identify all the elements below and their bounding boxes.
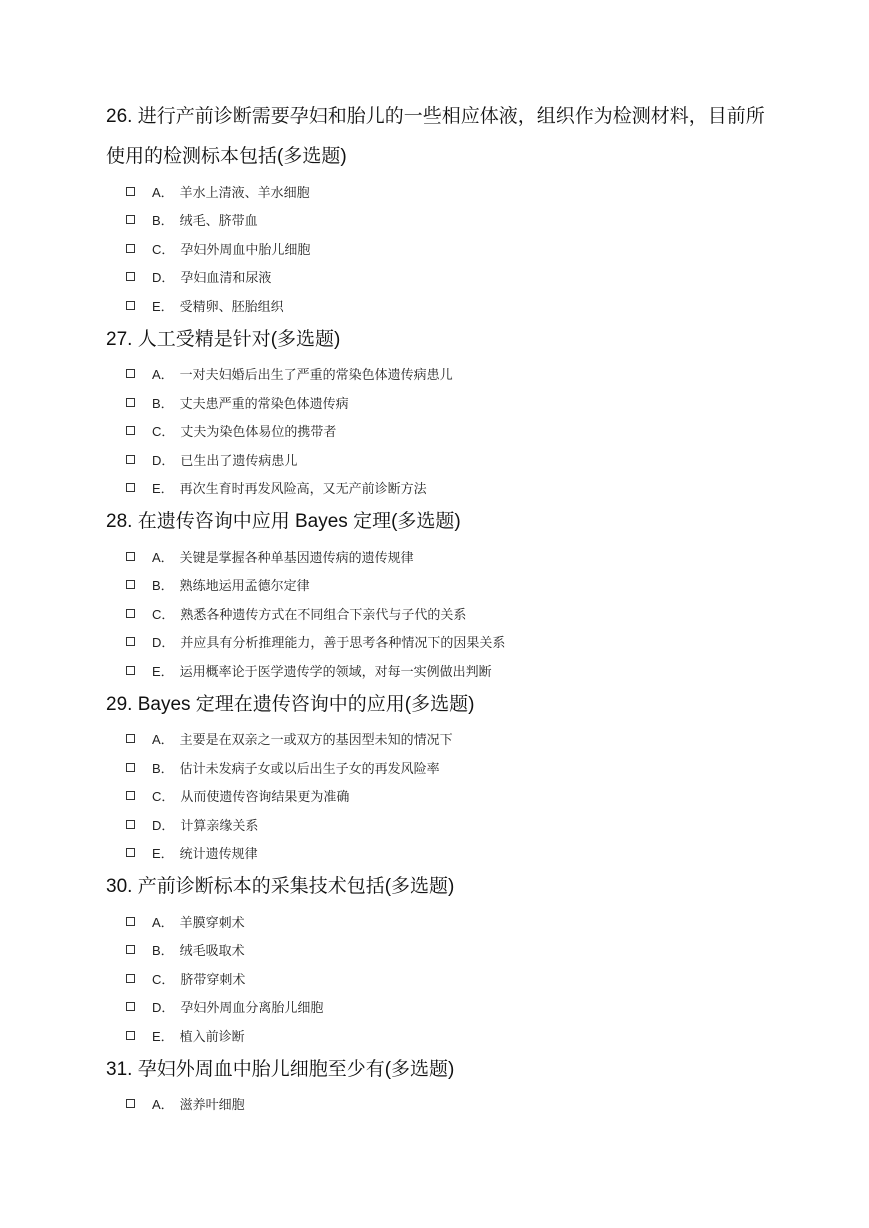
option-b[interactable] bbox=[0, 753, 869, 782]
question-text: 人工受精是针对(多选题) bbox=[137, 328, 341, 350]
option-text: 统计遗传规律 bbox=[179, 847, 258, 863]
option-text: 滋养叶细胞 bbox=[179, 1098, 245, 1114]
option-e[interactable] bbox=[0, 474, 869, 503]
option-d[interactable] bbox=[0, 263, 869, 292]
option-text: 主要是在双亲之一或双方的基因型未知的情况下 bbox=[179, 733, 453, 749]
checkbox-icon[interactable] bbox=[126, 215, 135, 224]
checkbox-icon[interactable] bbox=[126, 272, 135, 281]
option-text: 羊水上清液、羊水细胞 bbox=[179, 185, 310, 201]
option-letter: D． bbox=[152, 270, 175, 286]
checkbox-icon[interactable] bbox=[126, 1031, 135, 1040]
checkbox-icon[interactable] bbox=[126, 580, 135, 589]
option-text: 孕妇血清和尿液 bbox=[180, 271, 272, 287]
checkbox-icon[interactable] bbox=[126, 1099, 135, 1108]
option-b[interactable] bbox=[0, 936, 869, 965]
option-text: 再次生育时再发风险高，又无产前诊断方法 bbox=[179, 482, 427, 498]
option-text: 并应具有分析推理能力，善于思考各种情况下的因果关系 bbox=[180, 636, 506, 652]
option-text: 关键是掌握各种单基因遗传病的遗传规律 bbox=[179, 550, 414, 566]
option-letter: A． bbox=[152, 367, 174, 383]
option-letter: B． bbox=[152, 395, 174, 411]
option-text: 从而使遗传咨询结果更为准确 bbox=[180, 790, 350, 806]
question-text: 孕妇外周血中胎儿细胞至少有(多选题) bbox=[137, 1058, 455, 1080]
question-title bbox=[0, 97, 776, 177]
checkbox-icon[interactable] bbox=[126, 483, 135, 492]
question-number: 28. bbox=[106, 511, 133, 532]
option-letter: B． bbox=[152, 760, 174, 776]
checkbox-icon[interactable] bbox=[126, 734, 135, 743]
option-text: 熟悉各种遗传方式在不同组合下亲代与子代的关系 bbox=[180, 607, 467, 623]
option-letter: C． bbox=[152, 789, 175, 805]
top-margin bbox=[0, 0, 869, 97]
option-text: 绒毛、脐带血 bbox=[179, 214, 258, 230]
option-a[interactable] bbox=[0, 360, 869, 389]
option-letter: D． bbox=[152, 452, 175, 468]
checkbox-icon[interactable] bbox=[126, 609, 135, 618]
option-letter: A． bbox=[152, 914, 174, 930]
option-letter: D． bbox=[152, 1000, 175, 1016]
question-number: 31. bbox=[106, 1058, 133, 1080]
option-letter: D． bbox=[152, 635, 175, 651]
question-text: Bayes 定理在遗传咨询中的应用(多选题) bbox=[137, 693, 475, 715]
option-text: 估计未发病子女或以后出生子女的再发风险率 bbox=[179, 761, 440, 777]
option-letter: C． bbox=[152, 606, 175, 622]
option-letter: A． bbox=[152, 549, 174, 565]
option-d[interactable] bbox=[0, 628, 869, 657]
option-c[interactable] bbox=[0, 234, 869, 263]
option-list bbox=[0, 725, 869, 868]
option-letter: D． bbox=[152, 817, 175, 833]
option-letter: C． bbox=[152, 424, 175, 440]
option-list bbox=[0, 907, 869, 1050]
option-c[interactable] bbox=[0, 599, 869, 628]
checkbox-icon[interactable] bbox=[126, 426, 135, 435]
checkbox-icon[interactable] bbox=[126, 666, 135, 675]
option-text: 一对夫妇婚后出生了严重的常染色体遗传病患儿 bbox=[179, 368, 453, 384]
question-number: 27. bbox=[106, 328, 133, 350]
question-title bbox=[0, 502, 776, 542]
checkbox-icon[interactable] bbox=[126, 945, 135, 954]
option-text: 运用概率论于医学遗传学的领域，对每一实例做出判断 bbox=[179, 664, 492, 680]
checkbox-icon[interactable] bbox=[126, 974, 135, 983]
option-d[interactable] bbox=[0, 445, 869, 474]
option-b[interactable] bbox=[0, 388, 869, 417]
option-letter: E． bbox=[152, 481, 174, 497]
option-a[interactable] bbox=[0, 542, 869, 571]
option-list bbox=[0, 542, 869, 685]
option-e[interactable] bbox=[0, 1021, 869, 1050]
option-letter: E． bbox=[152, 298, 174, 314]
option-letter: A． bbox=[152, 1097, 174, 1113]
checkbox-icon[interactable] bbox=[126, 763, 135, 772]
question-title bbox=[0, 867, 776, 907]
option-letter: C． bbox=[152, 241, 175, 257]
question-28 bbox=[0, 502, 869, 685]
option-e[interactable] bbox=[0, 839, 869, 868]
option-letter: C． bbox=[152, 971, 175, 987]
option-a[interactable] bbox=[0, 725, 869, 754]
question-text: 产前诊断标本的采集技术包括(多选题) bbox=[137, 876, 455, 897]
option-letter: E． bbox=[152, 846, 174, 862]
checkbox-icon[interactable] bbox=[126, 369, 135, 378]
option-c[interactable] bbox=[0, 417, 869, 446]
option-b[interactable] bbox=[0, 206, 869, 235]
option-letter: A． bbox=[152, 732, 174, 748]
question-27 bbox=[0, 320, 869, 503]
option-c[interactable] bbox=[0, 782, 869, 811]
checkbox-icon[interactable] bbox=[126, 1002, 135, 1011]
option-a[interactable] bbox=[0, 1090, 869, 1119]
option-text: 脐带穿刺术 bbox=[180, 972, 246, 988]
checkbox-icon[interactable] bbox=[126, 455, 135, 464]
option-letter: B． bbox=[152, 578, 174, 594]
option-d[interactable] bbox=[0, 993, 869, 1022]
option-text: 植入前诊断 bbox=[179, 1029, 245, 1045]
option-list bbox=[0, 360, 869, 503]
option-a[interactable] bbox=[0, 177, 869, 206]
checkbox-icon[interactable] bbox=[126, 791, 135, 800]
question-title bbox=[0, 1050, 776, 1090]
option-list bbox=[0, 177, 869, 320]
checkbox-icon[interactable] bbox=[126, 398, 135, 407]
question-30 bbox=[0, 867, 869, 1050]
option-text: 孕妇外周血分离胎儿细胞 bbox=[180, 1001, 324, 1017]
question-31 bbox=[0, 1050, 869, 1119]
option-text: 计算亲缘关系 bbox=[180, 818, 259, 834]
checkbox-icon[interactable] bbox=[126, 187, 135, 196]
option-text: 受精卵、胚胎组织 bbox=[179, 299, 284, 315]
option-text: 已生出了遗传病患儿 bbox=[180, 453, 298, 469]
option-text: 孕妇外周血中胎儿细胞 bbox=[180, 242, 311, 258]
checkbox-icon[interactable] bbox=[126, 917, 135, 926]
option-letter: A． bbox=[152, 184, 174, 200]
option-text: 丈夫为染色体易位的携带者 bbox=[180, 425, 337, 441]
checkbox-icon[interactable] bbox=[126, 301, 135, 310]
question-text: 在遗传咨询中应用 Bayes 定理(多选题) bbox=[137, 511, 461, 532]
option-text: 丈夫患严重的常染色体遗传病 bbox=[179, 396, 349, 412]
option-e[interactable] bbox=[0, 291, 869, 320]
question-title bbox=[0, 685, 776, 725]
question-26 bbox=[0, 97, 869, 320]
question-number: 26. bbox=[106, 106, 133, 127]
option-letter: B． bbox=[152, 213, 174, 229]
option-text: 羊膜穿刺术 bbox=[179, 915, 245, 931]
checkbox-icon[interactable] bbox=[126, 848, 135, 857]
option-letter: E． bbox=[152, 663, 174, 679]
question-number: 30. bbox=[106, 876, 133, 897]
question-29 bbox=[0, 685, 869, 868]
option-d[interactable] bbox=[0, 810, 869, 839]
option-e[interactable] bbox=[0, 656, 869, 685]
checkbox-icon[interactable] bbox=[126, 637, 135, 646]
question-text: 进行产前诊断需要孕妇和胎儿的一些相应体液，组织作为检测材料，目前所使用的检测标本包括(多选题) bbox=[106, 106, 765, 167]
option-a[interactable] bbox=[0, 907, 869, 936]
option-b[interactable] bbox=[0, 571, 869, 600]
option-letter: E． bbox=[152, 1028, 174, 1044]
option-c[interactable] bbox=[0, 964, 869, 993]
checkbox-icon[interactable] bbox=[126, 820, 135, 829]
option-text: 绒毛吸取术 bbox=[179, 944, 245, 960]
question-title bbox=[0, 320, 776, 360]
question-number: 29. bbox=[106, 693, 133, 715]
option-list bbox=[0, 1090, 869, 1119]
option-letter: B． bbox=[152, 943, 174, 959]
checkbox-icon[interactable] bbox=[126, 244, 135, 253]
option-text: 熟练地运用孟德尔定律 bbox=[179, 579, 310, 595]
checkbox-icon[interactable] bbox=[126, 552, 135, 561]
